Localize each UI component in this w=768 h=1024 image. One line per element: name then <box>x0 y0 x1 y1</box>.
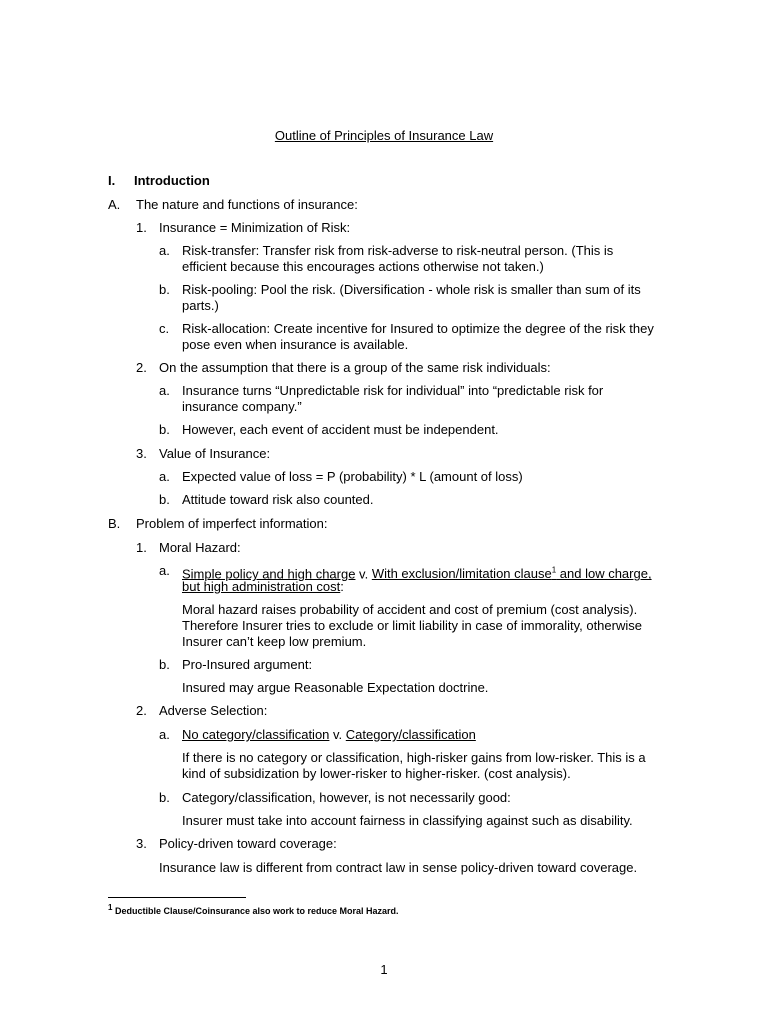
item-text: Moral Hazard: <box>159 540 241 555</box>
footnote-text: Deductible Clause/Coinsurance also work to reduce Moral Hazard. <box>112 906 399 916</box>
body-text: Insurer must take into account fairness in classifying against such as disability. <box>182 813 633 828</box>
subitem-text: Risk-pooling: Pool the risk. (Diversification - whole risk is smaller than sum of its <box>182 282 641 297</box>
subitem-text: pose even when insurance is available. <box>182 337 409 352</box>
body-text: Insurer can’t keep low premium. <box>182 634 367 649</box>
footnote-number: 1 <box>108 903 113 912</box>
body-text: kind of subsidization by lower-risker to higher-risker. (cost analysis). <box>182 766 571 781</box>
subitem-text: Category/classification, however, is not necessarily good: <box>182 790 511 805</box>
versus-separator: v. <box>355 566 372 582</box>
subitem-text: Pro-Insured argument: <box>182 657 313 672</box>
body-text: Therefore Insurer tries to exclude or limit liability in case of immorality, otherwise <box>182 618 642 633</box>
page-number: 1 <box>380 962 388 977</box>
item-text: Value of Insurance: <box>159 446 271 461</box>
subitem-text: insurance company.” <box>182 399 302 414</box>
subitem-text: parts.) <box>182 298 219 313</box>
subitem-marker: c. <box>159 321 170 336</box>
section-heading-A: The nature and functions of insurance: <box>136 197 358 212</box>
underlined-phrase: With exclusion/limitation clause$^1$ and low charge, <box>371 566 652 582</box>
subitem-text: efficient because this encourages actions otherwise not taken.) <box>182 259 544 274</box>
subitem-marker: b. <box>159 282 170 297</box>
item-marker: 3. <box>136 836 147 851</box>
subitem-marker: a. <box>159 243 170 258</box>
section-heading-introduction: Introduction <box>134 173 210 188</box>
subitem-text: However, each event of accident must be independent. <box>182 422 499 437</box>
underlined-phrase: Simple policy and high charge <box>182 566 356 582</box>
item-marker: 1. <box>136 220 147 235</box>
subitem-text: Attitude toward risk also counted. <box>182 492 374 507</box>
subitem-text: Risk-allocation: Create incentive for Insured to optimize the degree of the risk they <box>182 321 654 336</box>
body-text: If there is no category or classification, high-risker gains from low-risker. This is a <box>182 750 646 765</box>
body-text: Moral hazard raises probability of accident and cost of premium (cost analysis). <box>182 602 638 617</box>
subitem-marker: a. <box>159 469 170 484</box>
subitem-text: Risk-transfer: Transfer risk from risk-adverse to risk-neutral person. (This is <box>182 243 614 258</box>
item-marker: 2. <box>136 360 147 375</box>
item-marker: 3. <box>136 446 147 461</box>
document-title: Outline of Principles of Insurance Law <box>274 128 494 143</box>
section-heading-B: Problem of imperfect information: <box>136 516 328 531</box>
footnote-reference: 1 <box>551 566 557 575</box>
subitem-marker: a. <box>159 563 170 578</box>
section-marker-B: B. <box>108 516 121 531</box>
subitem-marker: a. <box>159 727 170 742</box>
item-marker: 2. <box>136 703 147 718</box>
footnote <box>108 903 399 916</box>
subitem-marker: b. <box>159 790 170 805</box>
section-marker-I: I. <box>108 173 116 188</box>
underlined-phrase: Category/classification <box>345 727 476 742</box>
subitem-text: Expected value of loss = P (probability) * L (amount of loss) <box>182 469 523 484</box>
underlined-phrase: but high administration cost <box>182 579 341 594</box>
item-text: Adverse Selection: <box>159 703 268 718</box>
footnote-separator <box>108 897 246 898</box>
underlined-phrase: No category/classification <box>182 727 330 742</box>
body-text: Insurance law is different from contract law in sense policy-driven toward coverage. <box>159 860 638 875</box>
subitem-text: Insurance turns “Unpredictable risk for individual” into “predictable risk for <box>182 383 604 398</box>
subitem-marker: a. <box>159 383 170 398</box>
item-text: Policy-driven toward coverage: <box>159 836 337 851</box>
versus-separator: v. <box>329 727 346 742</box>
subitem-marker: b. <box>159 422 170 437</box>
subitem-text: but high administration cost: <box>182 579 344 594</box>
item-marker: 1. <box>136 540 147 555</box>
item-text: On the assumption that there is a group of the same risk individuals: <box>159 360 551 375</box>
body-text: Insured may argue Reasonable Expectation doctrine. <box>182 680 489 695</box>
subitem-marker: b. <box>159 492 170 507</box>
section-marker-A: A. <box>108 197 121 212</box>
subitem-text <box>182 727 476 743</box>
item-text: Insurance = Minimization of Risk: <box>159 220 351 235</box>
subitem-marker: b. <box>159 657 170 672</box>
